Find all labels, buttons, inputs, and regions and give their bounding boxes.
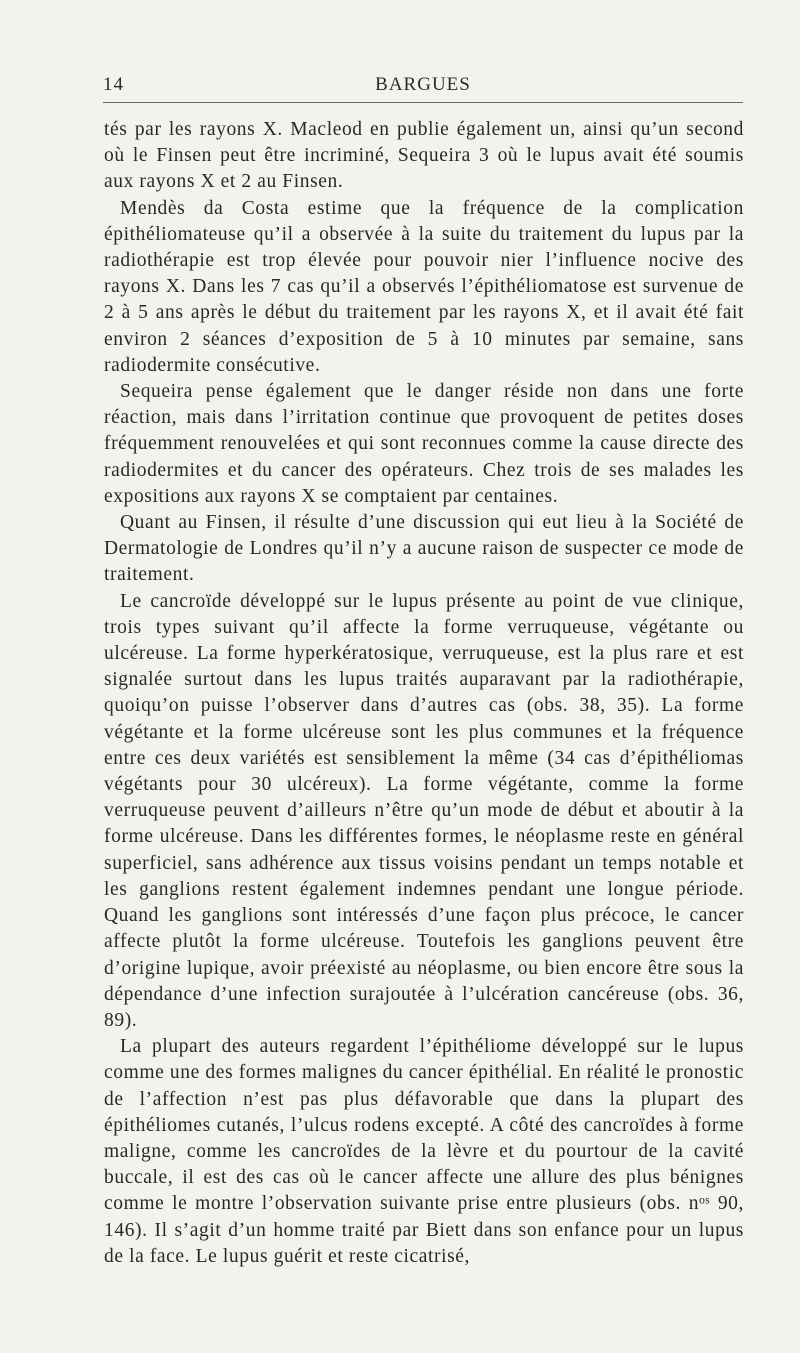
paragraph: Le cancroïde développé sur le lupus présente au point de vue clinique, trois types suivant qu’il affecte la forme verruqueuse, végétante ou ulcéreuse. La forme hyperkératosique, verruqueuse, est la plus rare et est signalée surtout dans les lupus traités auparavant par la radiothérapie, quoiqu’on puisse l’observer dans d’autres cas (obs. 38, 35). La forme végétante et la forme ulcéreuse sont les plus communes et la fréquence entre ces deux variétés est sensiblement la même (34 cas d’épithéliomas végétants pour 30 ulcéreux). La forme végétante, comme la forme verruqueuse peuvent d’ailleurs n’être qu’un mode de début et aboutir à la forme ulcéreuse. Dans les différentes formes, le néoplasme reste en général superficiel, sans adhérence aux tissus voisins pendant un temps notable et les ganglions restent également indemnes pendant une longue période. Quand les ganglions sont intéressés d’une façon plus précoce, le cancer affecte plutôt la forme ulcéreuse. Toutefois les ganglions peuvent être d’origine lupique, avoir préexisté au néoplasme, ou bien encore être sous la dépendance d’une infection surajoutée à l’ulcération cancéreuse (obs. 36, 89). bbox=[104, 590, 744, 1031]
body-text bbox=[104, 117, 744, 1270]
paragraph: Quant au Finsen, il résulte d’une discussion qui eut lieu à la Société de Dermatologie de Londres qu’il n’y a aucune raison de suspecter ce mode de traitement. bbox=[104, 512, 744, 586]
paragraph: tés par les rayons X. Macleod en publie également un, ainsi qu’un second où le Finsen peut être incriminé, Sequeira 3 où le lupus avait été soumis aux rayons X et 2 au Finsen. bbox=[104, 119, 744, 193]
header-rule bbox=[103, 102, 743, 103]
paragraph: Sequeira pense également que le danger réside non dans une forte réaction, mais dans l’irritation continue que provoquent de petites doses fréquemment renouvelées et qui sont reconnues comme la cause directe des radiodermites et du cancer des opérateurs. Chez trois de ses malades les expositions aux rayons X se comptaient par centaines. bbox=[104, 381, 744, 507]
paragraph: Mendès da Costa estime que la fréquence de la complication épithéliomateuse qu’il a observée à la suite du traitement du lupus par la radiothérapie est trop élevée pour pouvoir nier l’influence nocive des rayons X. Dans les 7 cas qu’il a observés l’épithéliomatose est survenue de 2 à 5 ans après le début du traitement par les rayons X, et il avait été fait environ 2 séances d’exposition de 5 à 10 minutes par semaine, sans radiodermite consécutive. bbox=[104, 197, 744, 376]
page-number: 14 bbox=[103, 74, 124, 95]
paragraph: La plupart des auteurs regardent l’épithéliome développé sur le lupus comme une des formes malignes du cancer épithélial. En réalité le pronostic de l’affection n’est pas plus défavorable que dans la plupart des épithéliomes cutanés, l’ulcus rodens excepté. A côté des cancroïdes à forme maligne, comme les cancroïdes de la lèvre et du pourtour de la cavité buccale, il est des cas où le cancer affecte une allure des plus bénignes comme le montre l’observation suivante prise entre plusieurs (obs. nᵒˢ 90, 146). Il s’agit d’un homme traité par Biett dans son enfance pour un lupus de la face. Le lupus guérit et reste cicatrisé, bbox=[104, 1036, 744, 1267]
page-header bbox=[103, 66, 743, 96]
running-title: BARGUES bbox=[375, 74, 471, 95]
